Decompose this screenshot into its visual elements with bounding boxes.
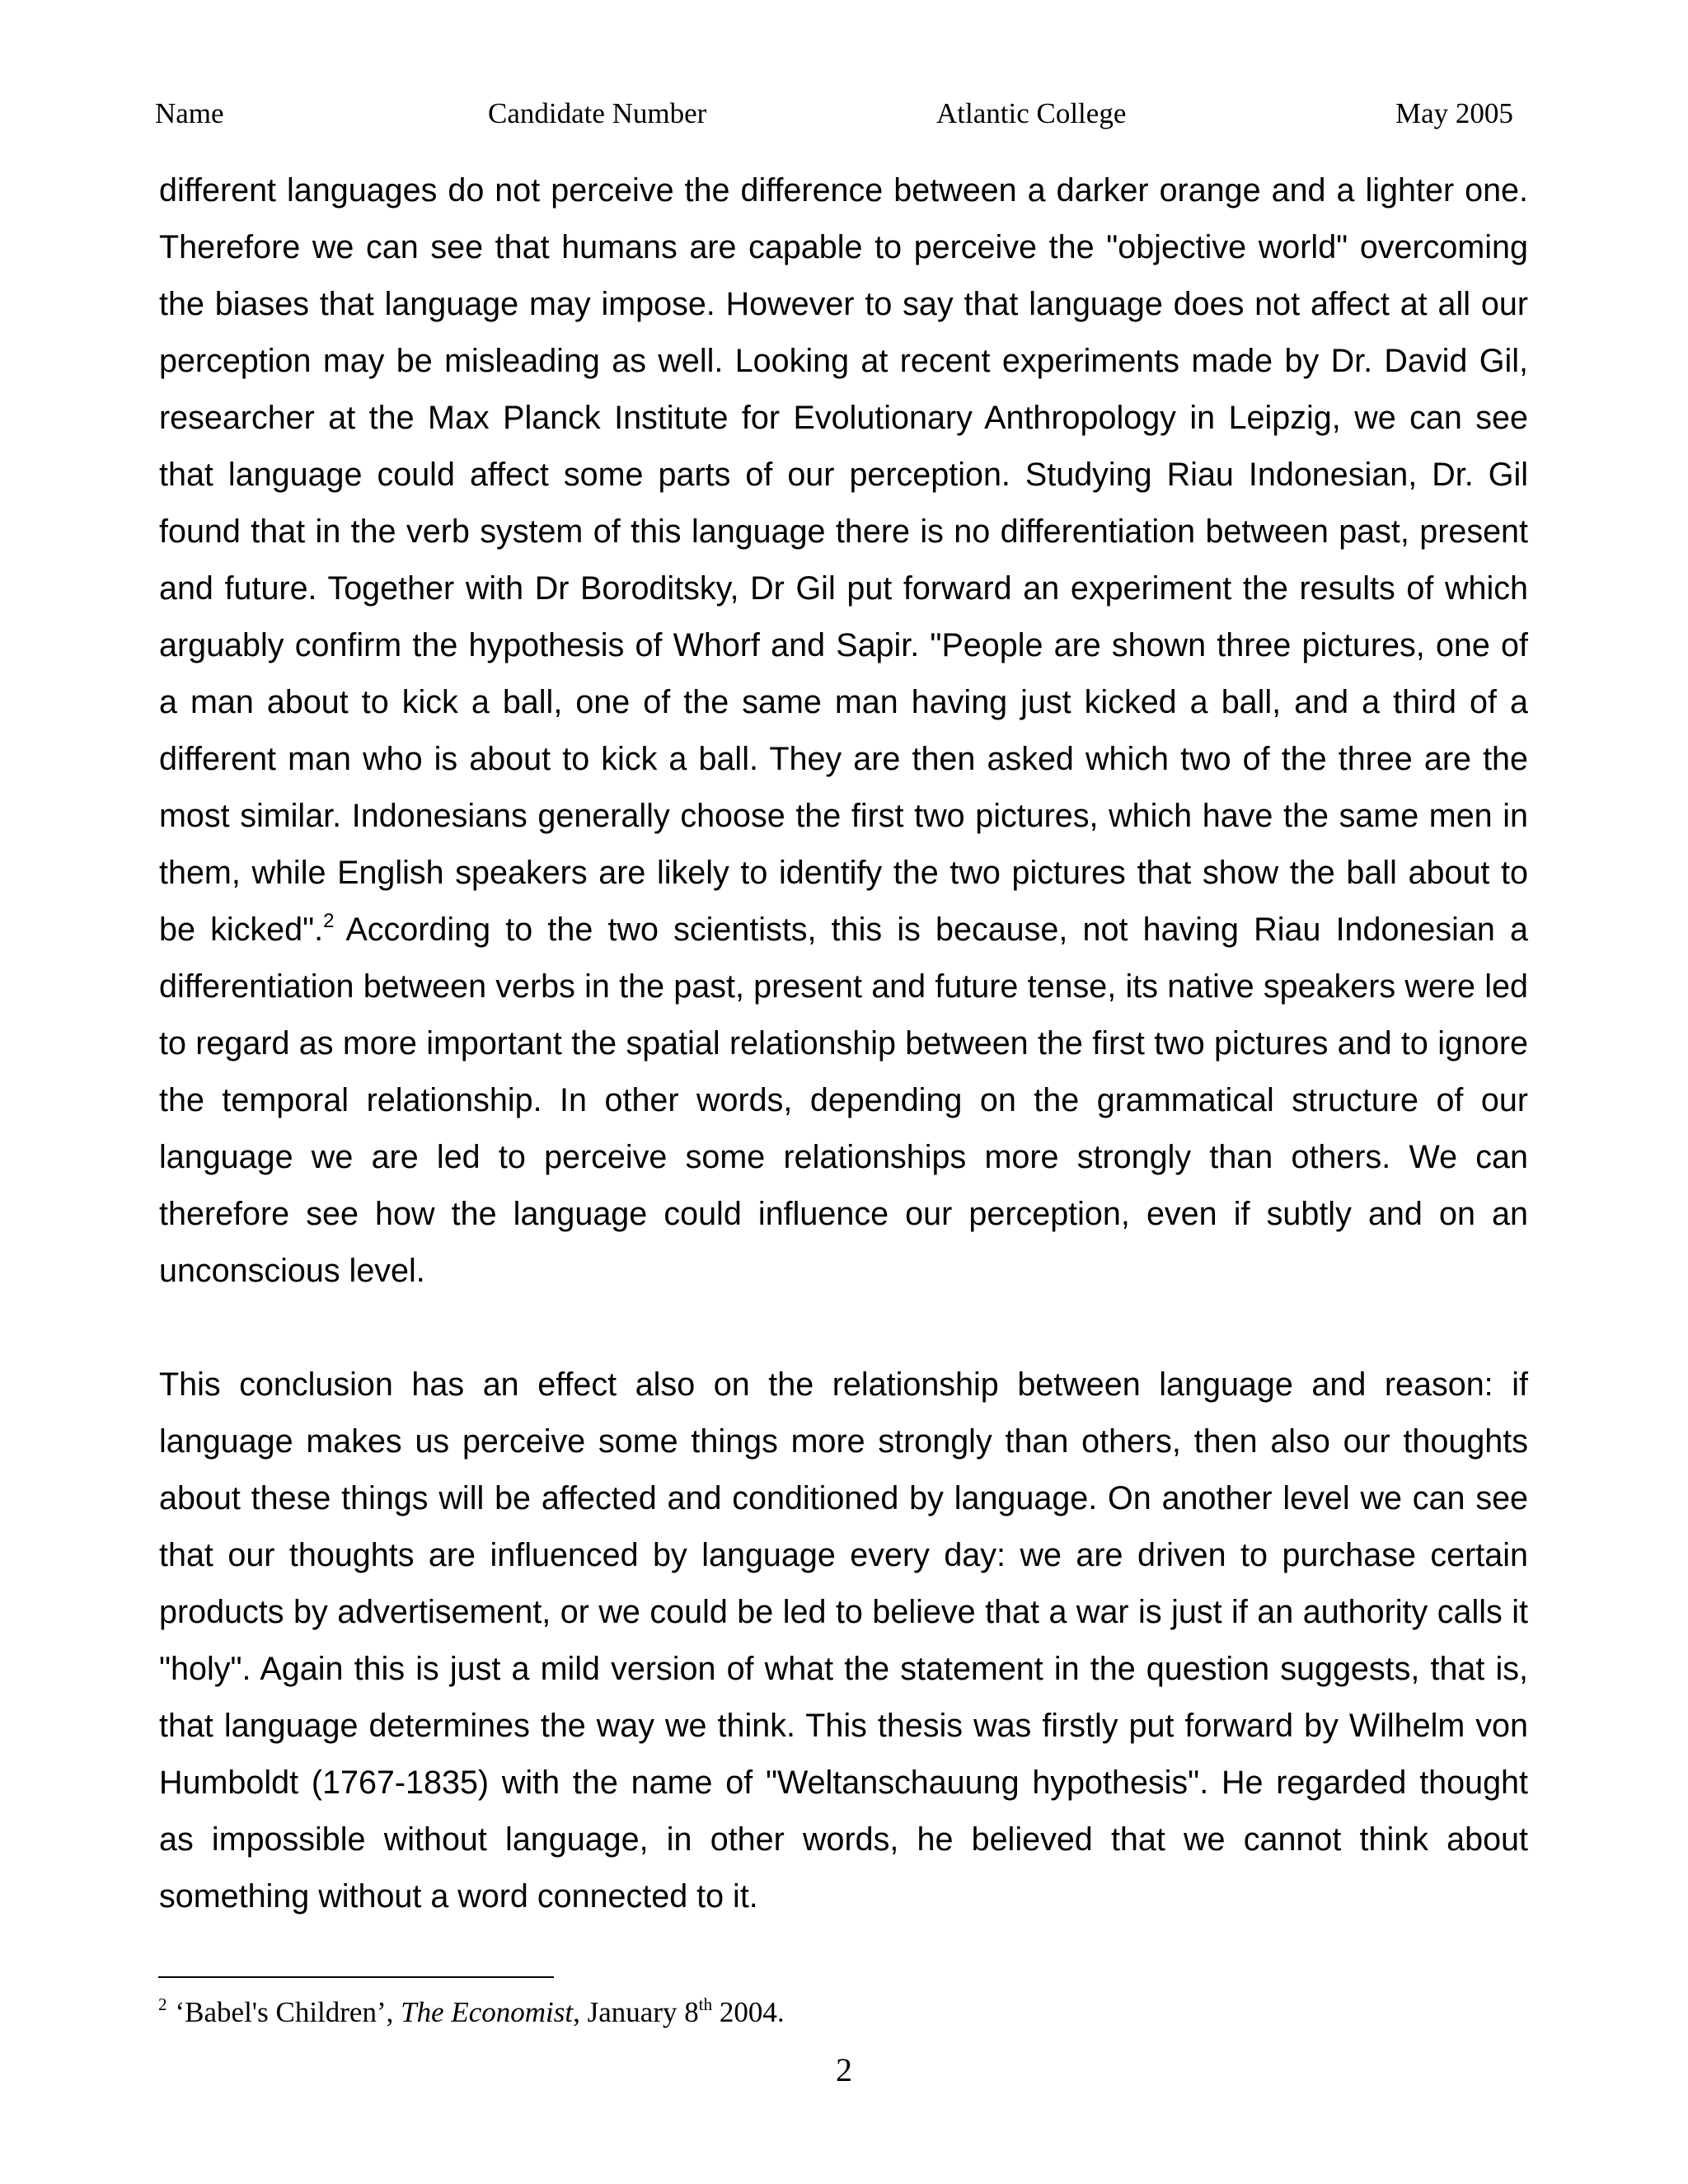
- footnote-year: 2004.: [712, 1996, 785, 2028]
- footnote-reference[interactable]: 2: [323, 910, 335, 932]
- page-number: 2: [836, 2051, 852, 2088]
- paragraph-1-text-a: different languages do not perceive the difference between a darker orange and a lighter one. Therefore we can see that humans are capable to perceive the "objective world" overcoming the biases that language may impose. However to say that language does not affect at all our perception may be misleading as well. Looking at recent experiments made by Dr. David Gil, researcher at the Max Planck Institute for Evolutionary Anthropology in Leipzig, we can see that language could affect some parts of our perception. Studying Riau Indonesian, Dr. Gil found that in the verb system of this language there is no differentiation between past, present and future. Together with Dr Boroditsky, Dr Gil put forward an experiment the results of which arguably confirm the hypothesis of Whorf and Sapir. "People are shown three pictures, one of a man about to kick a ball, one of the same man having just kicked a ball, and a third of a different man who is about to kick a ball. They are then asked which two of the three are the most similar. Indonesians generally choose the first two pictures, which have the same men in them, while English speakers are likely to identify the two pictures that show the ball about to be kicked".: [159, 172, 1528, 948]
- header-candidate-number: Candidate Number: [488, 97, 707, 129]
- footnote-number: 2: [158, 1994, 167, 2014]
- page-header: [0, 97, 1688, 138]
- essay-body: [159, 162, 1528, 1925]
- footnote-separator: [158, 1976, 554, 1978]
- footnote-publication: The Economist: [401, 1996, 574, 2028]
- footnote: [158, 1996, 785, 2029]
- header-name: Name: [155, 97, 224, 129]
- footnote-date-suffix: th: [698, 1994, 713, 2014]
- footnote-title: ‘Babel's Children’,: [175, 1996, 394, 2028]
- paragraph-1: [159, 162, 1528, 1300]
- header-college: Atlantic College: [936, 97, 1127, 129]
- footnote-date-prefix: , January 8: [573, 1996, 699, 2028]
- paragraph-1-text-b: According to the two scientists, this is because, not having Riau Indonesian a differentiation between verbs in the past, present and future tense, its native speakers were led to regard as more important the spatial relationship between the first two pictures and to ignore the temporal relationship. In other words, depending on the grammatical structure of our language we are led to perceive some relationships more strongly than others. We can therefore see how the language could influence our perception, even if subtly and on an unconscious level.: [159, 912, 1529, 1289]
- header-date: May 2005: [1395, 97, 1513, 129]
- paragraph-2: This conclusion has an effect also on the relationship between language and reason: if language makes us perceive some things more strongly than others, then also our thoughts about these things will be affected and conditioned by language. On another level we can see that our thoughts are influenced by language every day: we are driven to purchase certain products by advertisement, or we could be led to believe that a war is just if an authority calls it "holy". Again this is just a mild version of what the statement in the question suggests, that is, that language determines the way we think. This thesis was firstly put forward by Wilhelm von Humboldt (1767-1835) with the name of "Weltanschauung hypothesis". He regarded thought as impossible without language, in other words, he believed that we cannot think about something without a word connected to it.: [159, 1366, 1528, 1915]
